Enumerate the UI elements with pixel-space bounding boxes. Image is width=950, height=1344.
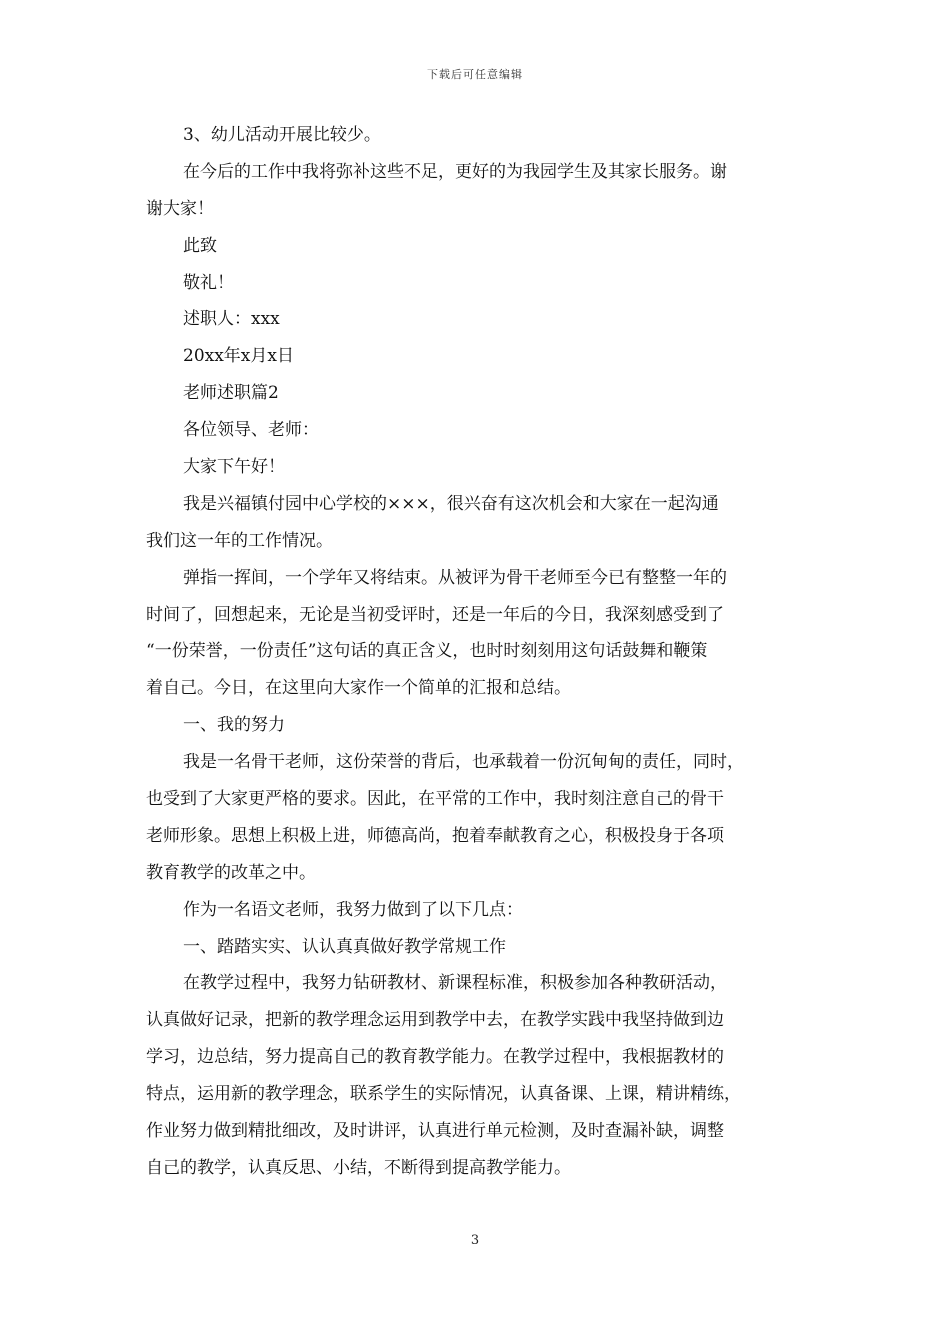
text-line: 我是兴福镇付园中心学校的×××，很兴奋有这次机会和大家在一起沟通	[183, 493, 719, 514]
text-line: 自己的教学，认真反思、小结，不断得到提高教学能力。	[146, 1157, 571, 1178]
text-line: 一、踏踏实实、认认真真做好教学常规工作	[183, 936, 506, 957]
text-line: 在教学过程中，我努力钻研教材、新课程标准，积极参加各种教研活动，	[183, 973, 727, 994]
text-line: 着自己。今日，在这里向大家作一个简单的汇报和总结。	[146, 678, 571, 699]
page-number: 3	[470, 1233, 480, 1248]
text-line: 特点，运用新的教学理念，联系学生的实际情况，认真备课、上课，精讲精练，	[146, 1084, 741, 1105]
text-line: 3、幼儿活动开展比较少。	[183, 125, 381, 145]
text-line: 我们这一年的工作情况。	[146, 530, 333, 551]
text-line: 在今后的工作中我将弥补这些不足，更好的为我园学生及其家长服务。谢	[183, 161, 727, 182]
text-line: “一份荣誉，一份责任”这句话的真正含义，也时时刻刻用这句话鼓舞和鞭策	[146, 641, 708, 662]
text-line: 谢大家！	[146, 198, 214, 219]
text-line: 作为一名语文老师，我努力做到了以下几点：	[183, 899, 523, 920]
text-line: 一、我的努力	[183, 715, 285, 736]
text-line: 敬礼！	[183, 272, 234, 293]
text-line: 也受到了大家更严格的要求。因此，在平常的工作中，我时刻注意自己的骨干	[146, 789, 724, 810]
text-line: 学习，边总结，努力提高自己的教育教学能力。在教学过程中，我根据教材的	[146, 1047, 724, 1068]
text-line: 各位领导、老师：	[183, 420, 319, 441]
text-line: 此致	[183, 235, 217, 256]
text-line: 时间了，回想起来，无论是当初受评时，还是一年后的今日，我深刻感受到了	[146, 604, 724, 625]
text-line: 作业努力做到精批细改，及时讲评，认真进行单元检测，及时查漏补缺，调整	[146, 1121, 724, 1142]
text-line: 教育教学的改革之中。	[146, 862, 316, 883]
document-body	[146, 117, 806, 1187]
text-line: 认真做好记录，把新的教学理念运用到教学中去，在教学实践中我坚持做到边	[146, 1010, 724, 1031]
text-line: 弹指一挥间，一个学年又将结束。从被评为骨干老师至今已有整整一年的	[183, 567, 727, 588]
page-header: 下载后可任意编辑	[427, 68, 523, 81]
text-line: 大家下午好！	[183, 457, 285, 478]
text-line: 老师形象。思想上积极上进，师德高尚，抱着奉献教育之心，积极投身于各项	[146, 825, 724, 846]
text-line: 述职人：xxx	[183, 309, 280, 330]
text-line: 老师述职篇2	[183, 383, 279, 404]
text-line: 我是一名骨干老师，这份荣誉的背后，也承载着一份沉甸甸的责任，同时，	[183, 752, 744, 773]
text-line: 20xx年x月x日	[183, 346, 294, 367]
